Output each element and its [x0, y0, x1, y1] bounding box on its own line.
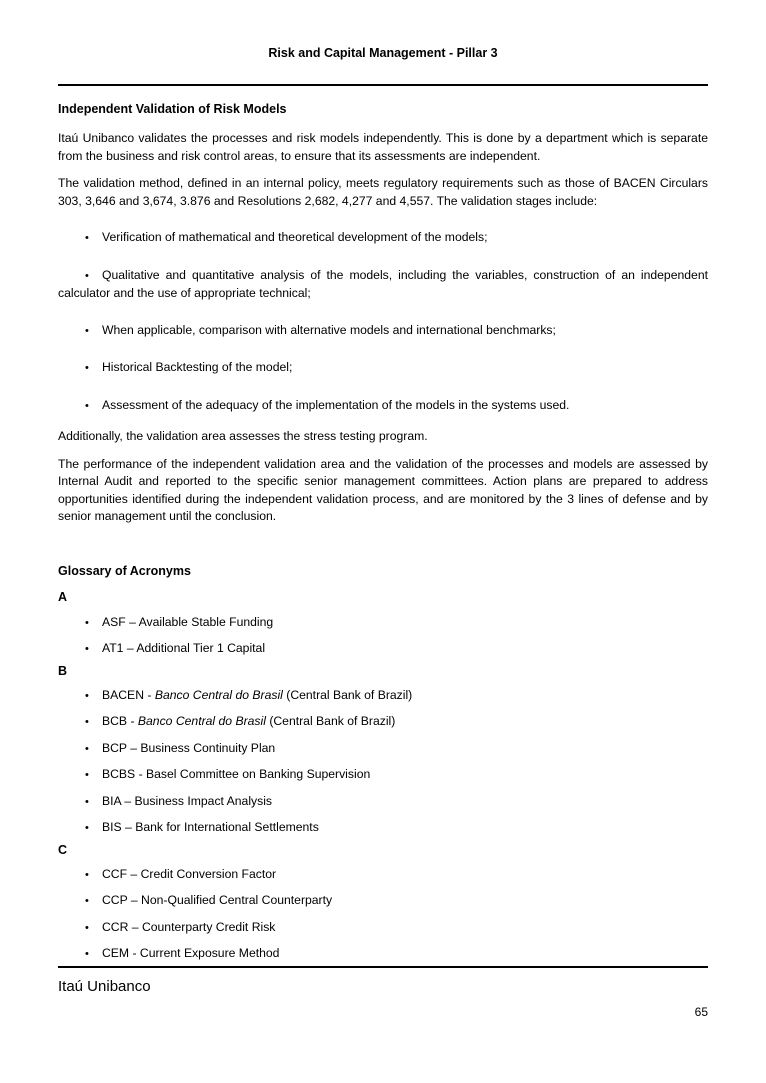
- bullet-item: [58, 267, 708, 303]
- glossary-item-text: CCR – Counterparty Credit Risk: [102, 919, 276, 934]
- bullet-item: [58, 229, 708, 248]
- bullet-icon: •: [85, 948, 89, 960]
- bullet-icon: •: [85, 822, 89, 834]
- bullet-icon: •: [85, 716, 89, 728]
- glossary-item: [58, 640, 708, 659]
- glossary-item-text: BIA – Business Impact Analysis: [102, 793, 273, 808]
- glossary-item: [58, 866, 708, 885]
- bullet-icon: •: [85, 868, 89, 881]
- bullet-icon: •: [85, 769, 89, 781]
- glossary-item-text: BCBS - Basel Committee on Banking Supervision: [102, 767, 371, 781]
- bullet-text: When applicable, comparison with alternative models and international benchmarks;: [102, 322, 556, 337]
- glossary-item-text: BCP – Business Continuity Plan: [102, 740, 276, 755]
- footer-brand: Itaú Unibanco: [58, 978, 151, 995]
- glossary-item-text: CCP – Non-Qualified Central Counterparty: [102, 893, 333, 907]
- glossary-item-text: ASF – Available Stable Funding: [102, 614, 274, 629]
- bullet-text: Verification of mathematical and theoretical development of the models;: [102, 230, 488, 244]
- glossary-letter-b: B: [58, 663, 68, 678]
- glossary-item: [58, 919, 708, 938]
- glossary-item: [58, 740, 708, 759]
- glossary-item: [58, 766, 708, 785]
- bullet-icon: •: [85, 269, 89, 282]
- bullet-item: [58, 322, 708, 341]
- header-divider: [58, 84, 708, 86]
- section-heading-glossary: Glossary of Acronyms: [58, 563, 191, 578]
- glossary-item: [58, 819, 708, 838]
- bullet-text: Qualitative and quantitative analysis of the models, including the variables, construction of an independent calculator and the use of appropriate technical;: [58, 267, 708, 300]
- glossary-item: [58, 614, 708, 633]
- bullet-icon: •: [85, 232, 89, 244]
- glossary-letter-c: C: [58, 842, 68, 857]
- bullet-icon: •: [85, 643, 89, 655]
- bullet-item: [58, 359, 708, 378]
- bullet-icon: •: [85, 616, 89, 629]
- glossary-item-text: CCF – Credit Conversion Factor: [102, 866, 277, 881]
- page-header-title: Risk and Capital Management - Pillar 3: [268, 46, 498, 60]
- glossary-item: [58, 793, 708, 812]
- paragraph-validation-2: The validation method, defined in an internal policy, meets regulatory requirements such as those of BACEN Circulars 303, 3,646 and 3,674, 3.876 and Resolutions 2,682, 4,277 and 4,557. The validation stages include:: [58, 176, 708, 208]
- glossary-item-text: CEM - Current Exposure Method: [102, 946, 280, 960]
- validation-bullet-list: [58, 229, 708, 415]
- glossary-item-text: BACEN - Banco Central do Brasil (Central Bank of Brazil): [102, 687, 413, 702]
- page-number: 65: [694, 1005, 708, 1019]
- glossary-item-text: AT1 – Additional Tier 1 Capital: [102, 641, 266, 655]
- section-heading-validation: Independent Validation of Risk Models: [58, 102, 287, 116]
- bullet-icon: •: [85, 689, 89, 702]
- bullet-icon: •: [85, 362, 89, 374]
- bullet-icon: •: [85, 795, 89, 808]
- bullet-icon: •: [85, 742, 89, 755]
- glossary-item: [58, 892, 708, 911]
- glossary-item: [58, 687, 708, 706]
- bullet-item: [58, 397, 708, 416]
- page-footer: [58, 966, 708, 1020]
- glossary-item-text: BCB - Banco Central do Brasil (Central Bank of Brazil): [102, 714, 396, 728]
- glossary-letter-a: A: [58, 589, 68, 604]
- paragraph-validation-1: Itaú Unibanco validates the processes and risk models independently. This is done by a department which is separate from the business and risk control areas, to ensure that its assessments are independent.: [58, 131, 708, 163]
- bullet-icon: •: [85, 399, 89, 412]
- bullet-icon: •: [85, 895, 89, 907]
- bullet-icon: •: [85, 921, 89, 934]
- paragraph-validation-3: Additionally, the validation area assesses the stress testing program.: [58, 429, 428, 443]
- paragraph-validation-4: The performance of the independent validation area and the validation of the processes and models are assessed by Internal Audit and reported to the specific senior management committees. Action plans are prepared to address opportunities identified during the independent validation process, and are monitored by the 3 lines of defense and by senior management until the conclusion.: [58, 456, 708, 523]
- bullet-text: Historical Backtesting of the model;: [102, 360, 293, 374]
- bullet-icon: •: [85, 324, 89, 337]
- glossary-item: [58, 713, 708, 732]
- footer-divider: [58, 966, 708, 968]
- bullet-text: Assessment of the adequacy of the implementation of the models in the systems used.: [102, 397, 570, 412]
- glossary-item-text: BIS – Bank for International Settlements: [102, 820, 319, 834]
- glossary-item: [58, 945, 708, 964]
